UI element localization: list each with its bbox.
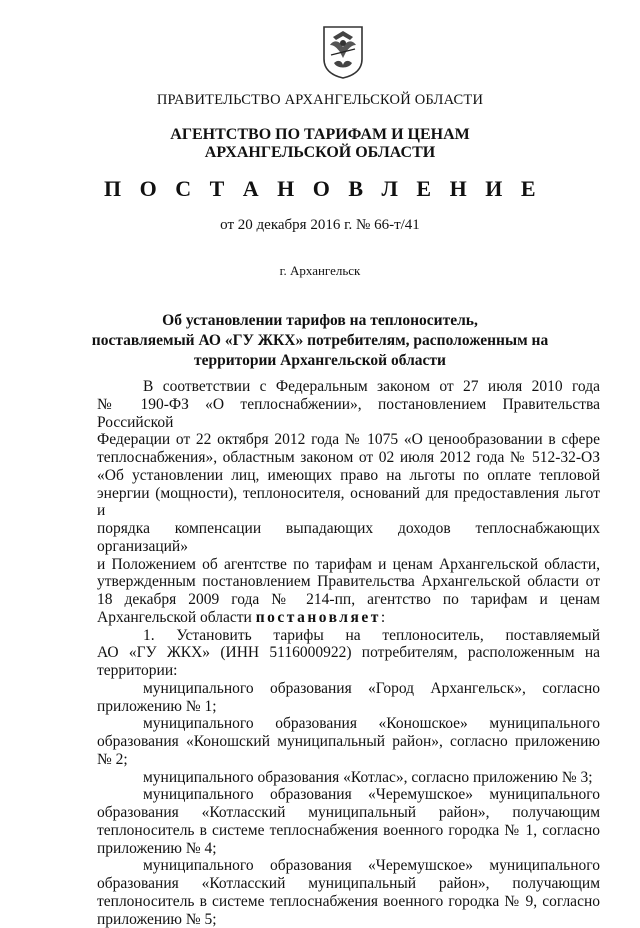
body-line: и Положением об агентстве по тарифам и ценам Архангельской области, [97,556,600,574]
body-line: муниципального образования «Черемушское» муниципального [97,786,600,804]
body-line-text: Архангельской области [97,609,256,626]
arkhangelsk-coat-of-arms-icon [322,25,364,79]
document-body [97,378,600,928]
document-date-number: от 20 декабря 2016 г. № 66-т/41 [0,217,640,234]
agency-name-line: АГЕНТСТВО ПО ТАРИФАМ И ЦЕНАМ [0,126,640,144]
body-line: территории: [97,662,600,680]
body-line: «Об установлении лиц, имеющих право на льготы по оплате тепловой [97,467,600,485]
body-line: Федерации от 22 октября 2012 года № 1075 «О ценообразовании в сфере [97,431,600,449]
body-line: муниципального образования «Черемушское» муниципального [97,857,600,875]
body-line: муниципального образования «Котлас», согласно приложению № 3; [97,769,600,787]
body-line: 18 декабря 2009 года № 214-пп, агентство по тарифам и ценам [97,591,600,609]
body-line: АО «ГУ ЖКХ» (ИНН 5116000922) потребителям, расположенным на [97,644,600,662]
document-title [0,311,640,371]
body-line: порядка компенсации выпадающих доходов теплоснабжающих организаций» [97,520,600,556]
agency-name [0,126,640,162]
document-title-line: поставляемый АО «ГУ ЖКХ» потребителям, расположенным на [0,331,640,351]
body-line: муниципального образования «Город Архангельск», согласно [97,680,600,698]
body-line: утвержденным постановлением Правительства Архангельской области от [97,573,600,591]
body-line: теплоснабжения», областным законом от 02 июля 2012 года № 512-32-ОЗ [97,449,600,467]
body-line: приложению № 5; [97,911,600,928]
body-line: приложению № 4; [97,840,600,858]
agency-name-line: АРХАНГЕЛЬСКОЙ ОБЛАСТИ [0,144,640,162]
government-name: ПРАВИТЕЛЬСТВО АРХАНГЕЛЬСКОЙ ОБЛАСТИ [0,92,640,109]
body-line: приложению № 1; [97,698,600,716]
body-line: образования «Коношский муниципальный район», согласно приложению № 2; [97,733,600,769]
body-line [97,609,600,627]
body-line: 1. Установить тарифы на теплоноситель, поставляемый [97,627,600,645]
document-city: г. Архангельск [0,263,640,279]
document-title-line: территории Архангельской области [0,351,640,371]
document-title-line: Об установлении тарифов на теплоноситель, [0,311,640,331]
body-line: теплоноситель в системе теплоснабжения военного городка № 9, согласно [97,893,600,911]
body-line: энергии (мощности), теплоносителя, оснований для предоставления льгот и [97,485,600,521]
body-line-text: : [381,609,385,626]
body-line: муниципального образования «Коношское» муниципального [97,715,600,733]
document-type: П О С Т А Н О В Л Е Н И Е [3,176,640,202]
body-line: образования «Котласский муниципальный район», получающим [97,804,600,822]
body-line: № 190-ФЗ «О теплоснабжении», постановлением Правительства Российской [97,396,600,432]
body-line: теплоноситель в системе теплоснабжения военного городка № 1, согласно [97,822,600,840]
resolves-word: постановляет [256,609,381,626]
body-line: образования «Котласский муниципальный район», получающим [97,875,600,893]
body-line: В соответствии с Федеральным законом от 27 июля 2010 года [97,378,600,396]
